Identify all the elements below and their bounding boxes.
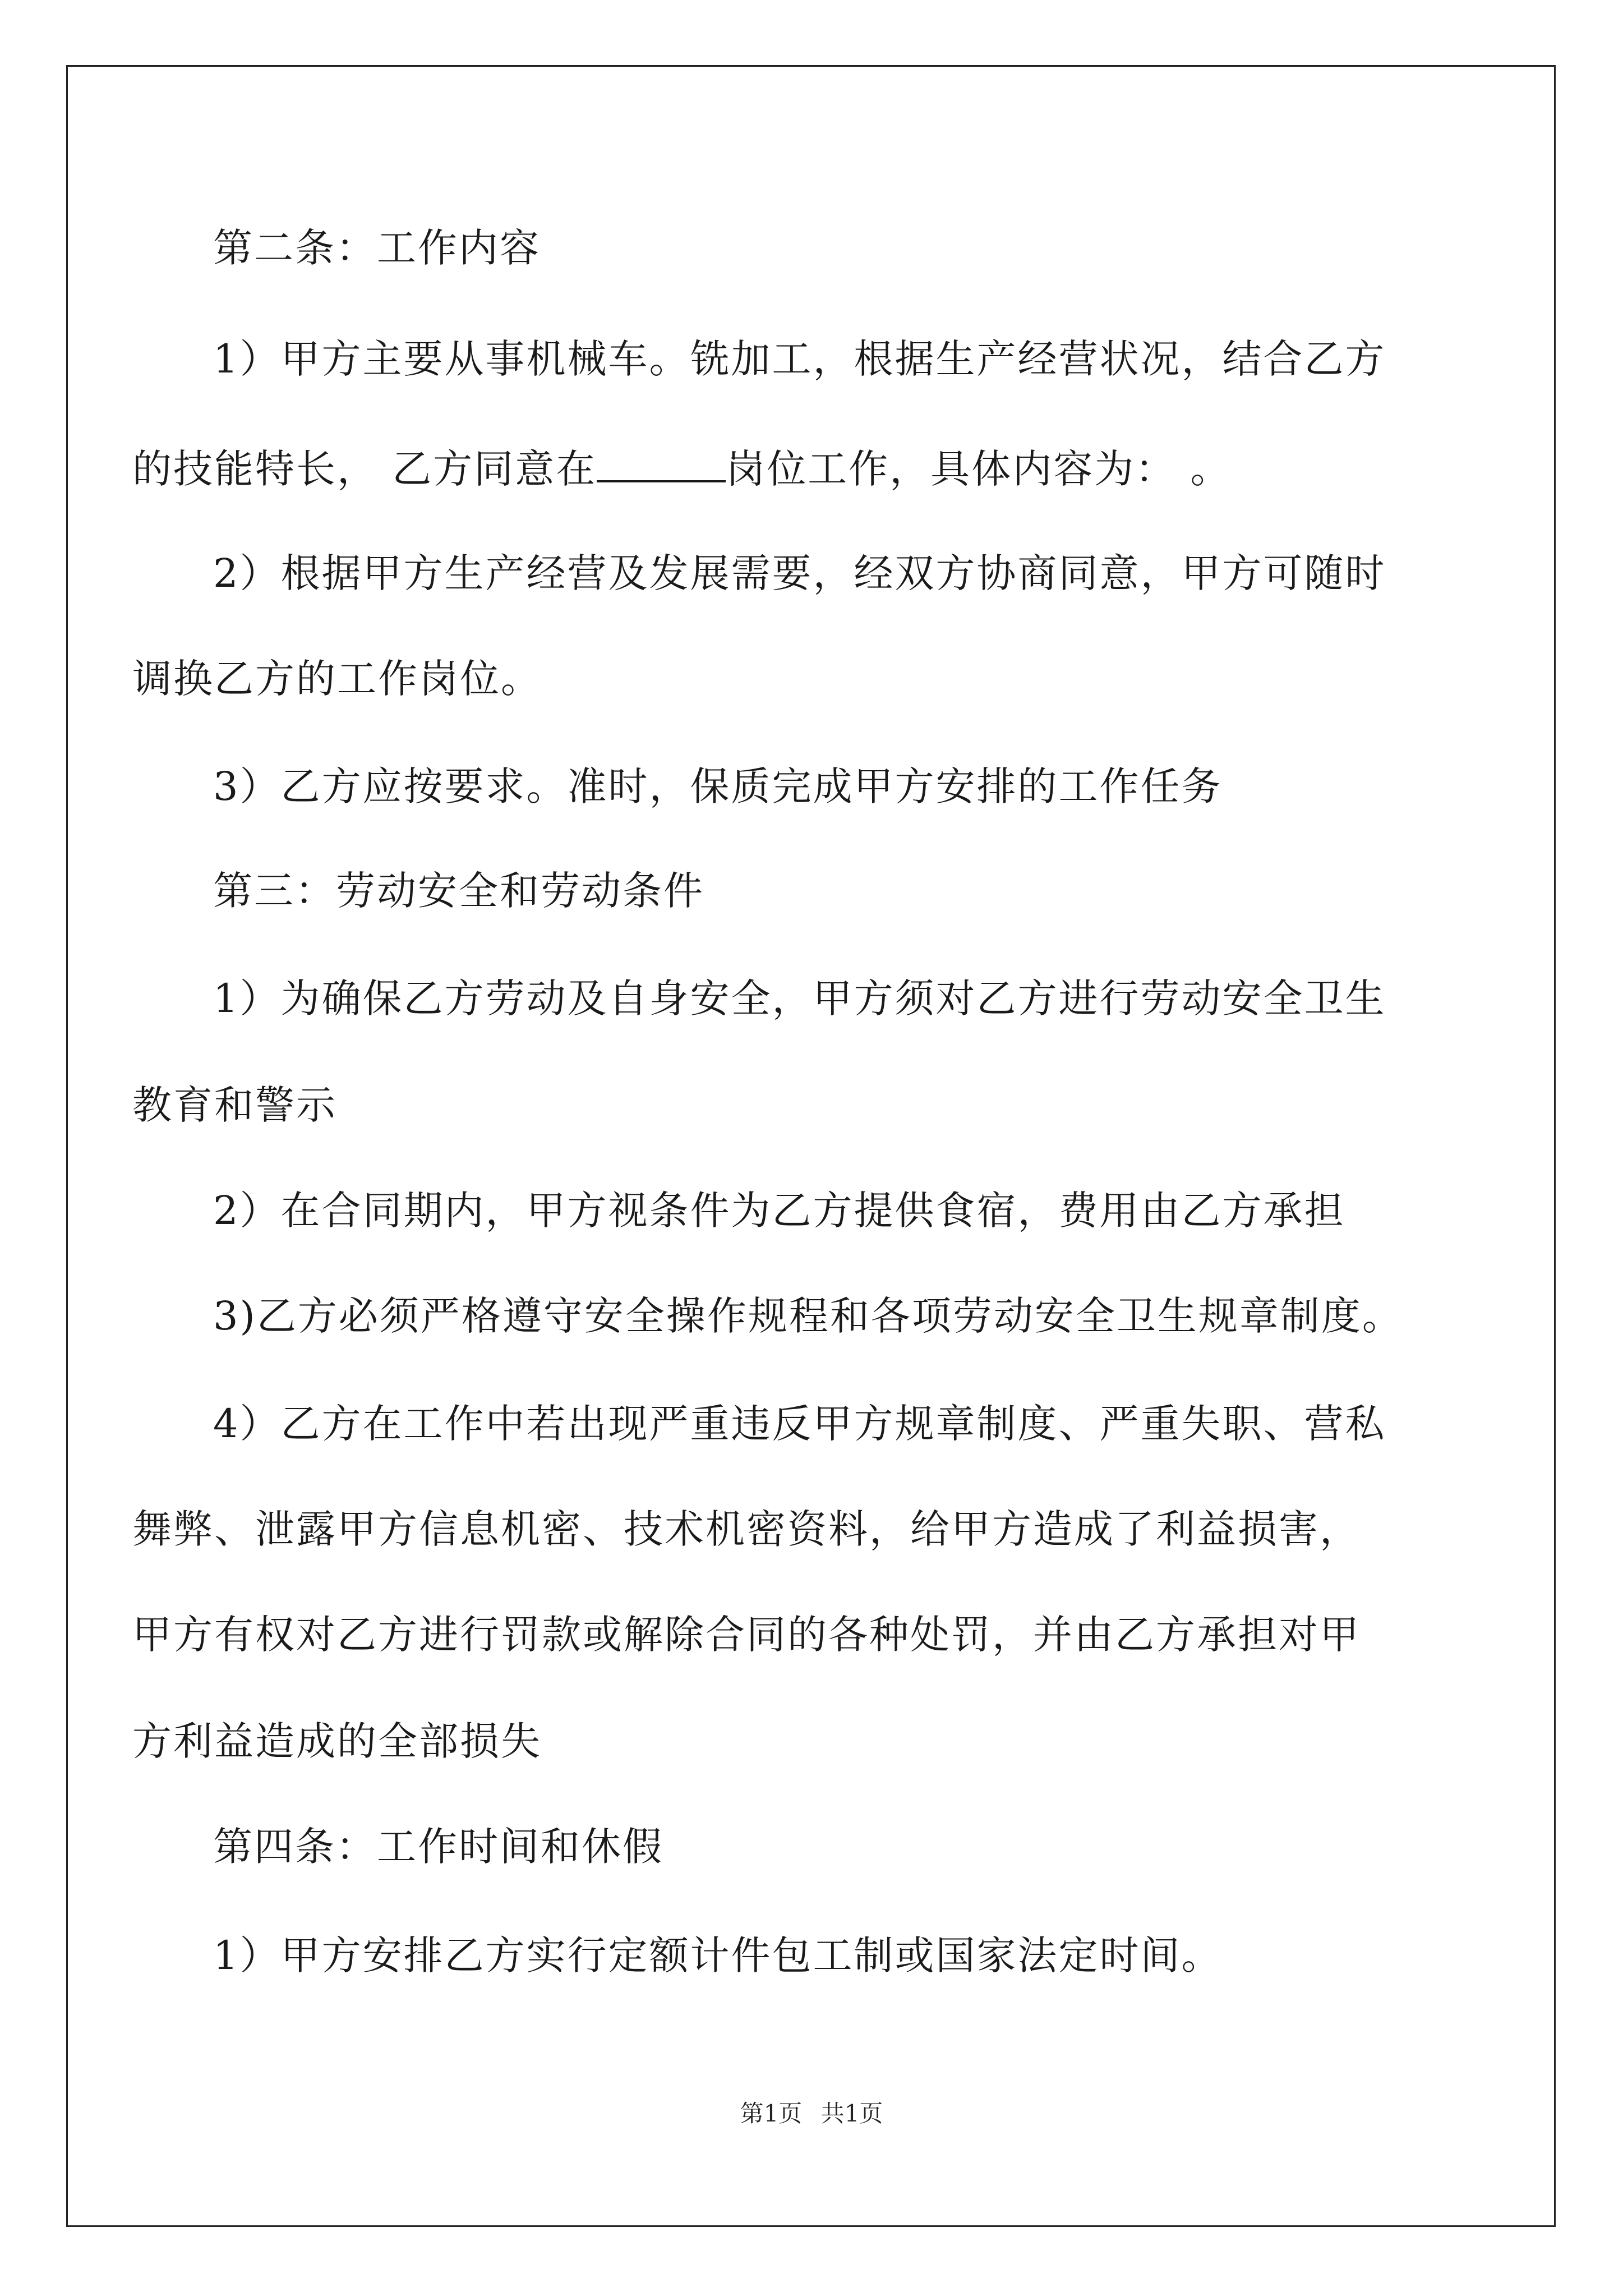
paragraph-line: 教育和警示 xyxy=(132,1082,337,1128)
text-segment: 的技能特长， 乙方同意在 xyxy=(132,446,597,492)
paragraph-line: 4）乙方在工作中若出现严重违反甲方规章制度、严重失职、营私 xyxy=(213,1401,1386,1447)
page-total: 共1页 xyxy=(820,2100,883,2127)
paragraph-line xyxy=(132,441,1232,497)
paragraph-line: 方利益造成的全部损失 xyxy=(132,1718,542,1764)
paragraph-line: 1）为确保乙方劳动及自身安全，甲方须对乙方进行劳动安全卫生 xyxy=(213,976,1386,1022)
paragraph-line: 2）根据甲方生产经营及发展需要，经双方协商同意，甲方可随时 xyxy=(213,550,1386,596)
paragraph-line: 调换乙方的工作岗位。 xyxy=(132,656,542,702)
paragraph-line: 1）甲方安排乙方实行定额计件包工制或国家法定时间。 xyxy=(213,1932,1223,1978)
paragraph-line: 3）乙方应按要求。准时，保质完成甲方安排的工作任务 xyxy=(213,763,1223,809)
page-footer xyxy=(0,2097,1623,2131)
section-heading-2: 第二条：工作内容 xyxy=(213,225,541,271)
text-segment: 岗位工作，具体内容为： 。 xyxy=(726,446,1232,492)
paragraph-line: 3)乙方必须严格遵守安全操作规程和各项劳动安全卫生规章制度。 xyxy=(213,1293,1403,1339)
page-number: 第1页 xyxy=(740,2100,803,2127)
section-heading-3: 第三：劳动安全和劳动条件 xyxy=(213,868,704,914)
section-heading-4: 第四条：工作时间和休假 xyxy=(213,1824,663,1870)
page-border xyxy=(66,65,1556,2227)
paragraph-line: 1）甲方主要从事机械车。铣加工，根据生产经营状况，结合乙方 xyxy=(213,336,1386,382)
fill-in-blank xyxy=(597,445,726,482)
paragraph-line: 甲方有权对乙方进行罚款或解除合同的各种处罚，并由乙方承担对甲 xyxy=(132,1612,1361,1658)
paragraph-line: 2）在合同期内，甲方视条件为乙方提供食宿，费用由乙方承担 xyxy=(213,1188,1345,1234)
paragraph-line: 舞弊、泄露甲方信息机密、技术机密资料，给甲方造成了利益损害， xyxy=(132,1506,1361,1552)
